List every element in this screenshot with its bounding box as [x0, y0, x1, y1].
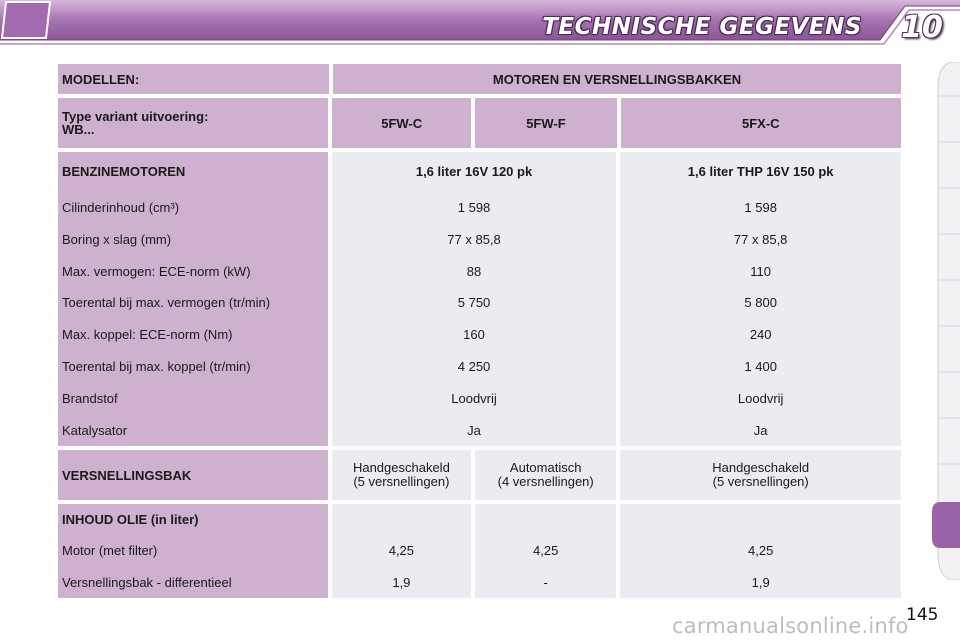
spec-value: 4,25	[533, 542, 559, 558]
models-label: MODELLEN:	[58, 64, 329, 94]
page-title: TECHNISCHE GEGEVENS	[542, 14, 862, 40]
engines-heading: BENZINEMOTOREN	[62, 164, 186, 180]
variant-5fx-c: 5FX-C	[621, 98, 901, 148]
oil-col-5fw-f	[475, 504, 616, 598]
oil-capacity-group	[58, 504, 901, 598]
gearbox-value: Automatisch (4 versnellingen)	[475, 450, 616, 500]
models-value: MOTOREN EN VERSNELLINGSBAKKEN	[333, 64, 901, 94]
watermark: carmanualsonline.info	[672, 614, 909, 638]
gearbox-label: VERSNELLINGSBAK	[58, 450, 328, 500]
chapter-badge-icon	[0, 0, 52, 40]
spec-label: Motor (met filter)	[62, 542, 158, 558]
spec-value: 1,9	[392, 574, 411, 590]
spec-value: -	[543, 574, 548, 590]
gearbox-value: Handgeschakeld (5 versnellingen)	[332, 450, 471, 500]
spec-value: Ja	[753, 422, 768, 438]
spec-label: Toerental bij max. vermogen (tr/min)	[62, 295, 271, 311]
spec-label: Boring x slag (mm)	[62, 231, 172, 247]
spec-value: Loodvrij	[737, 390, 784, 406]
chapter-side-tabs	[928, 62, 960, 580]
page-number: 145	[906, 605, 939, 625]
oil-col-5fw-c	[332, 504, 471, 598]
spec-label: Versnellingsbak - differentieel	[62, 574, 232, 590]
spec-value: 4,25	[388, 542, 415, 558]
spec-value: Loodvrij	[451, 390, 497, 406]
oil-heading: INHOUD OLIE (in liter)	[62, 511, 199, 527]
spec-value: 1,9	[751, 574, 770, 590]
engine-specs-group	[58, 152, 901, 446]
oil-col-5fx-c	[620, 504, 901, 598]
spec-value: 1 598	[744, 200, 777, 216]
spec-label: Cilinderinhoud (cm³)	[62, 200, 180, 216]
spec-value: 5 800	[744, 295, 777, 311]
variant-5fw-c: 5FW-C	[332, 98, 471, 148]
spec-value: 160	[463, 327, 485, 343]
spec-value: 77 x 85,8	[447, 231, 501, 247]
spec-value: 110	[750, 263, 772, 279]
engine-a-column	[332, 152, 617, 446]
spec-label: Brandstof	[62, 390, 118, 406]
engine-b-heading: 1,6 liter THP 16V 150 pk	[687, 164, 834, 180]
spec-label: Max. vermogen: ECE-norm (kW)	[62, 263, 251, 279]
gearbox-value: Handgeschakeld (5 versnellingen)	[620, 450, 901, 500]
header-band	[0, 0, 960, 50]
specifications-table	[58, 64, 901, 598]
variant-5fw-f: 5FW-F	[475, 98, 616, 148]
spec-value: 88	[466, 263, 482, 279]
spec-label: Katalysator	[62, 422, 128, 438]
variant-row	[58, 98, 901, 148]
spec-value: 240	[749, 327, 772, 343]
spec-value: 77 x 85,8	[733, 231, 788, 247]
chapter-number: 10	[901, 10, 943, 45]
variant-label: Type variant uitvoering: WB...	[58, 98, 328, 148]
engine-labels-column	[58, 152, 328, 446]
active-chapter-tab[interactable]	[932, 502, 960, 548]
spec-value: 4,25	[748, 542, 774, 558]
models-row	[58, 64, 901, 94]
spec-value: Ja	[467, 422, 481, 438]
gearbox-row	[58, 450, 901, 500]
spec-label: Max. koppel: ECE-norm (Nm)	[62, 327, 233, 343]
spec-value: 4 250	[457, 359, 491, 375]
engine-b-column	[620, 152, 901, 446]
spec-value: 5 750	[457, 295, 491, 311]
spec-label: Toerental bij max. koppel (tr/min)	[62, 359, 251, 375]
engine-a-heading: 1,6 liter 16V 120 pk	[415, 164, 533, 180]
spec-value: 1 400	[744, 359, 777, 375]
oil-labels-column	[58, 504, 328, 598]
spec-value: 1 598	[457, 200, 491, 216]
